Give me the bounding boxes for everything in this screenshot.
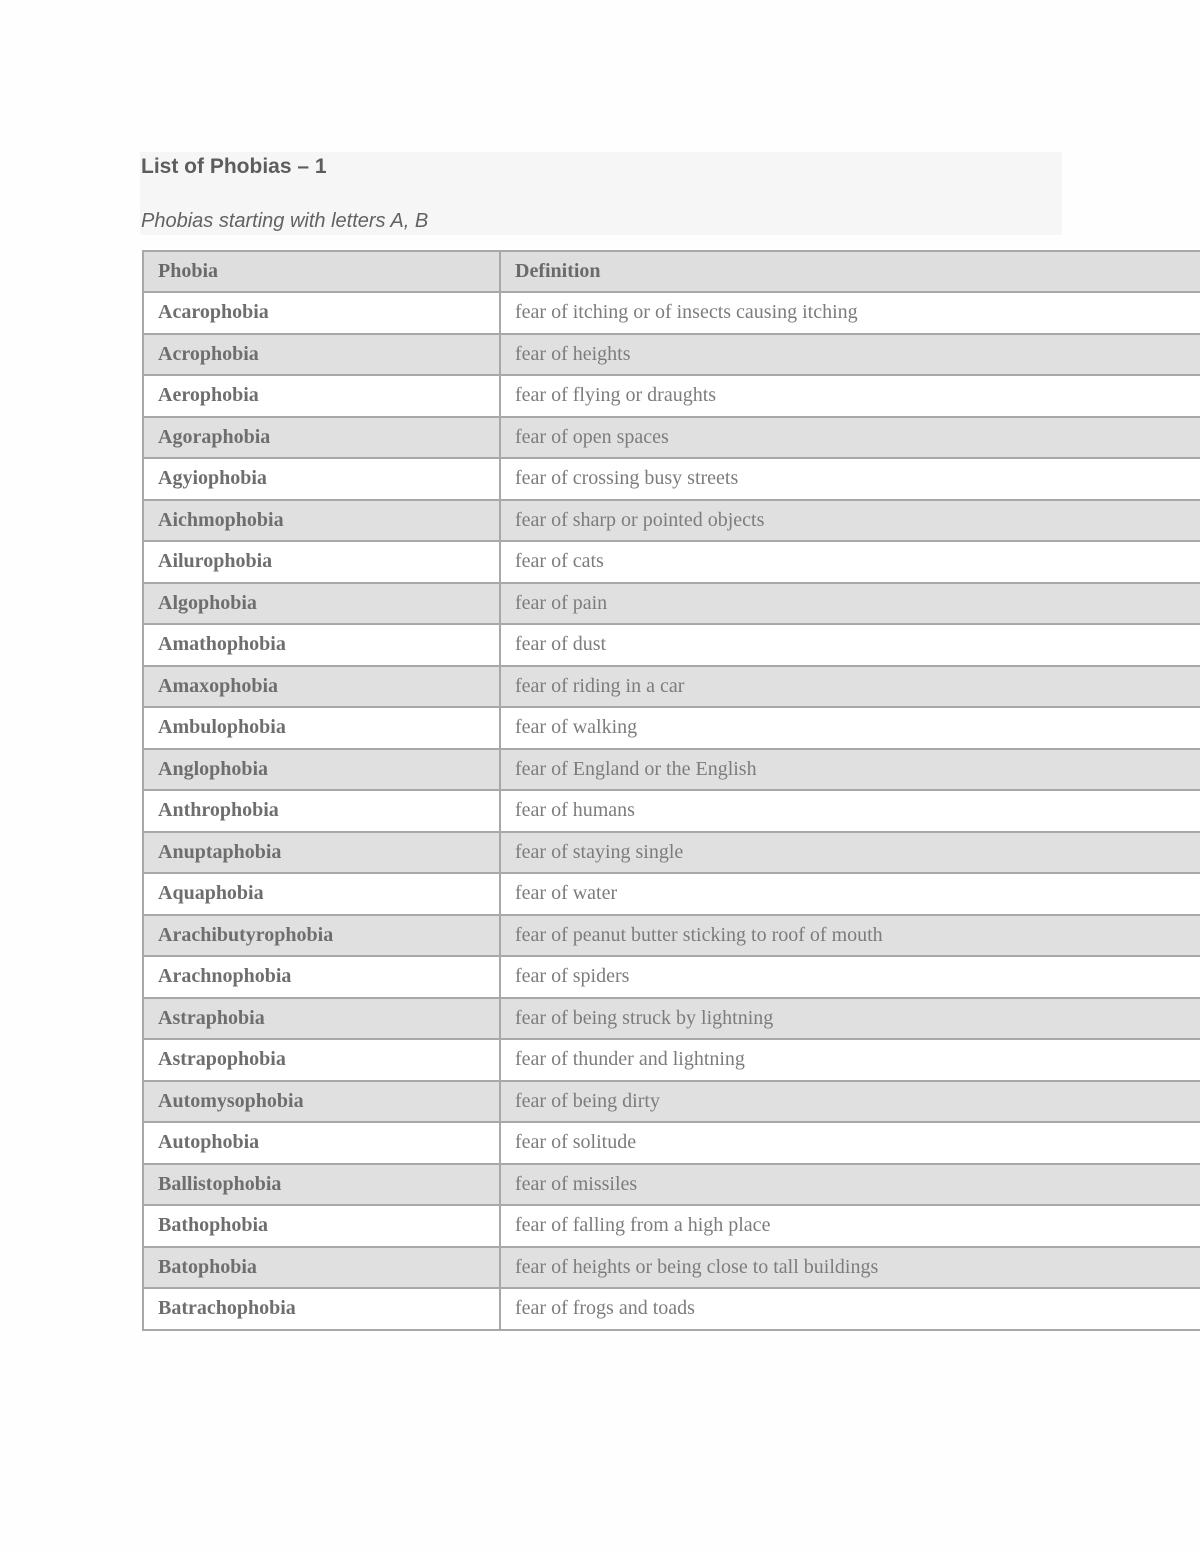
phobia-definition: fear of peanut butter sticking to roof of mouth — [500, 915, 1200, 957]
phobia-name: Ballistophobia — [143, 1164, 500, 1206]
phobia-name: Acrophobia — [143, 334, 500, 376]
table-row — [143, 998, 1200, 1040]
phobia-name: Bathophobia — [143, 1205, 500, 1247]
table-row — [143, 417, 1200, 459]
phobia-name: Amathophobia — [143, 624, 500, 666]
table-row — [143, 624, 1200, 666]
phobia-definition: fear of flying or draughts — [500, 375, 1200, 417]
phobia-name: Acarophobia — [143, 292, 500, 334]
phobia-table — [142, 250, 1200, 1331]
phobia-definition: fear of frogs and toads — [500, 1288, 1200, 1330]
phobia-name: Arachibutyrophobia — [143, 915, 500, 957]
table-row — [143, 375, 1200, 417]
table-row — [143, 666, 1200, 708]
phobia-definition: fear of humans — [500, 790, 1200, 832]
table-header-row — [143, 251, 1200, 292]
table-row — [143, 749, 1200, 791]
table-row — [143, 1247, 1200, 1289]
phobia-definition: fear of spiders — [500, 956, 1200, 998]
table-row — [143, 790, 1200, 832]
phobia-name: Automysophobia — [143, 1081, 500, 1123]
phobia-definition: fear of England or the English — [500, 749, 1200, 791]
header-phobia: Phobia — [143, 251, 500, 292]
table-body — [143, 292, 1200, 1330]
phobia-definition: fear of falling from a high place — [500, 1205, 1200, 1247]
table-row — [143, 832, 1200, 874]
phobia-name: Ambulophobia — [143, 707, 500, 749]
table-row — [143, 956, 1200, 998]
table-row — [143, 1164, 1200, 1206]
phobia-definition: fear of pain — [500, 583, 1200, 625]
phobia-definition: fear of thunder and lightning — [500, 1039, 1200, 1081]
document-subtitle: Phobias starting with letters A, B — [141, 210, 429, 232]
phobia-name: Astraphobia — [143, 998, 500, 1040]
phobia-definition: fear of being dirty — [500, 1081, 1200, 1123]
phobia-name: Amaxophobia — [143, 666, 500, 708]
table-row — [143, 292, 1200, 334]
table-row — [143, 707, 1200, 749]
table-row — [143, 458, 1200, 500]
phobia-definition: fear of riding in a car — [500, 666, 1200, 708]
phobia-definition: fear of crossing busy streets — [500, 458, 1200, 500]
table-row — [143, 1081, 1200, 1123]
table-row — [143, 1039, 1200, 1081]
phobia-name: Arachnophobia — [143, 956, 500, 998]
phobia-name: Algophobia — [143, 583, 500, 625]
phobia-definition: fear of walking — [500, 707, 1200, 749]
phobia-name: Anuptaphobia — [143, 832, 500, 874]
table-row — [143, 334, 1200, 376]
phobia-name: Aquaphobia — [143, 873, 500, 915]
phobia-name: Batophobia — [143, 1247, 500, 1289]
table-row — [143, 583, 1200, 625]
document-heading — [140, 152, 1062, 235]
phobia-definition: fear of water — [500, 873, 1200, 915]
table-row — [143, 915, 1200, 957]
header-definition: Definition — [500, 251, 1200, 292]
phobia-definition: fear of dust — [500, 624, 1200, 666]
phobia-definition: fear of heights — [500, 334, 1200, 376]
phobia-definition: fear of heights or being close to tall buildings — [500, 1247, 1200, 1289]
phobia-definition: fear of cats — [500, 541, 1200, 583]
phobia-name: Aichmophobia — [143, 500, 500, 542]
table-row — [143, 873, 1200, 915]
phobia-name: Agyiophobia — [143, 458, 500, 500]
phobia-definition: fear of sharp or pointed objects — [500, 500, 1200, 542]
table-row — [143, 541, 1200, 583]
table-row — [143, 1205, 1200, 1247]
phobia-name: Autophobia — [143, 1122, 500, 1164]
phobia-name: Agoraphobia — [143, 417, 500, 459]
phobia-name: Aerophobia — [143, 375, 500, 417]
table-header — [143, 251, 1200, 292]
phobia-definition: fear of itching or of insects causing itching — [500, 292, 1200, 334]
phobia-definition: fear of staying single — [500, 832, 1200, 874]
phobia-name: Anthrophobia — [143, 790, 500, 832]
phobia-name: Ailurophobia — [143, 541, 500, 583]
phobia-definition: fear of open spaces — [500, 417, 1200, 459]
phobia-definition: fear of missiles — [500, 1164, 1200, 1206]
phobia-name: Batrachophobia — [143, 1288, 500, 1330]
document-title: List of Phobias – 1 — [141, 155, 327, 178]
table-row — [143, 1122, 1200, 1164]
phobia-definition: fear of solitude — [500, 1122, 1200, 1164]
phobia-name: Astrapophobia — [143, 1039, 500, 1081]
table-row — [143, 1288, 1200, 1330]
phobia-definition: fear of being struck by lightning — [500, 998, 1200, 1040]
phobia-name: Anglophobia — [143, 749, 500, 791]
table-row — [143, 500, 1200, 542]
